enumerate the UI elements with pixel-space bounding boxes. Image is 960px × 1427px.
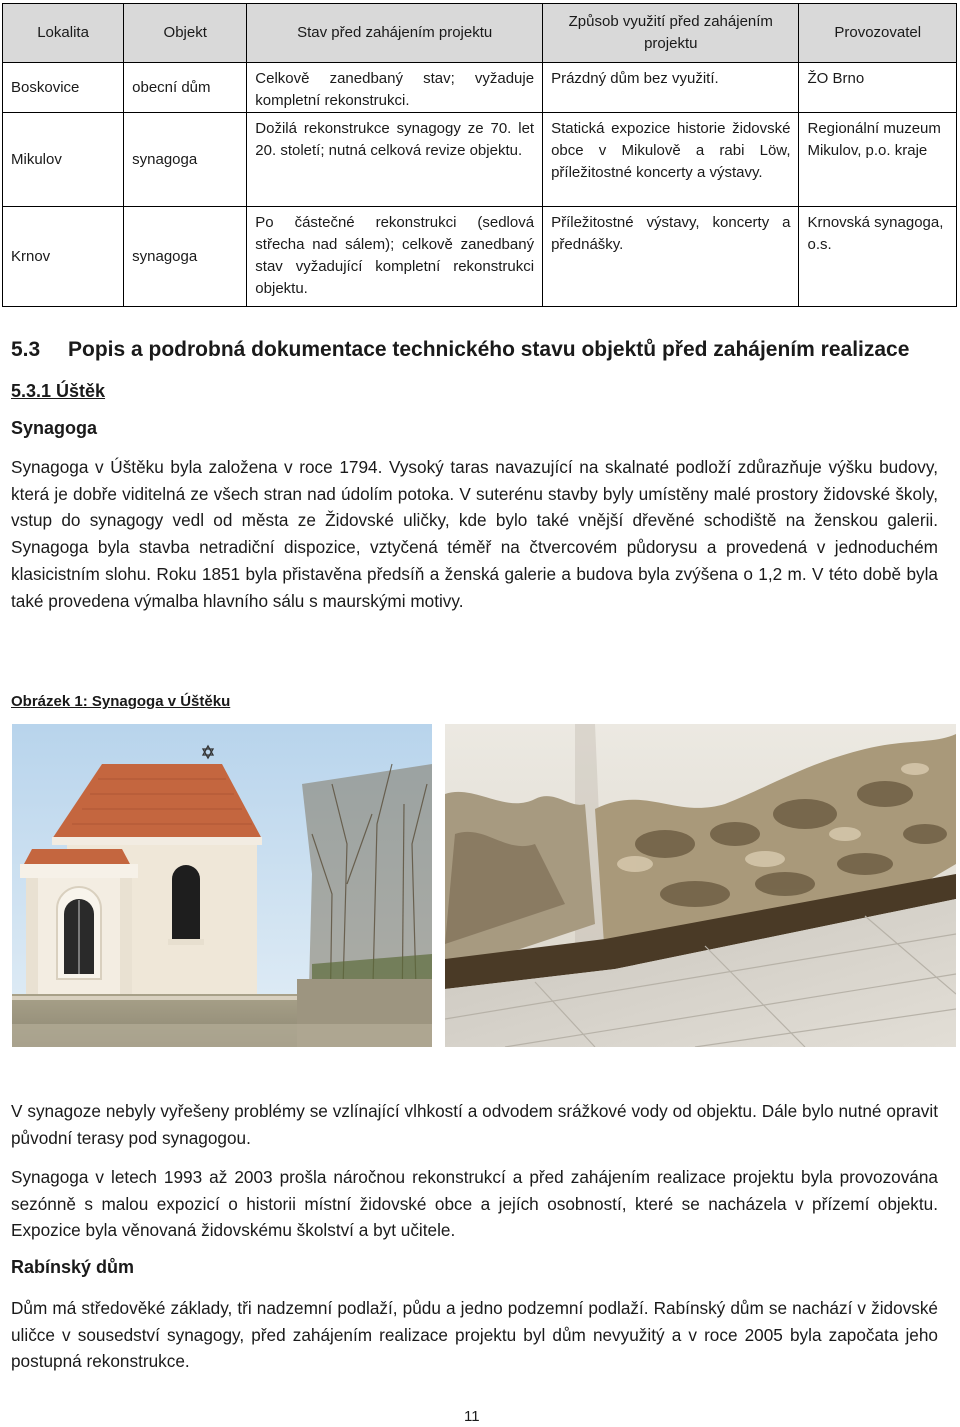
section-title: Popis a podrobná dokumentace technického stavu objektů před zahájením realizace <box>68 338 910 361</box>
paragraph-reconstruction: Synagoga v letech 1993 až 2003 prošla náročnou rekonstrukcí a před zahájením realizace projektu byla provozována sezónně s malou expozicí o historii místní židovské obce a jejích osobností, které se nacházela v přízemí objektu. Expozice byla věnovaná židovskému školství a byt učitele. <box>11 1167 938 1241</box>
figure-caption: Obrázek 1: Synagoga v Úštěku <box>11 693 231 710</box>
cell-vyuziti: Prázdný dům bez využití. <box>543 63 799 113</box>
header-lokalita: Lokalita <box>3 4 124 63</box>
paragraph-rabinsky-dum: Dům má středověké základy, tři nadzemní podlaží, půdu a jedno podzemní podlaží. Rabínský dům se nachází v židovské uličce v sousedství synagogy, před zahájením realizace projektu byl dům nevyužitý a v roce 2005 byla započata jeho postupná rekonstrukce. <box>11 1298 938 1372</box>
paragraph-history: Synagoga v Úštěku byla založena v roce 1794. Vysoký taras navazující na skalnaté podloží zdůrazňuje výšku budovy, která je dobře viditelná ze všech stran nad údolím potoka. V suterénu stavby byly umístěny malé prostory židovské školy, vstup do synagogy vedl od města ze Židovské uličky, kde bylo také vnější dřevěné schodiště na ženskou galerii. Synagoga byla stavba netradiční dispozice, vztyčená téměř na čtvercovém půdorysu a provedená v jednoduchém klasicistním slohu. Roku 1851 byla přistavěna předsíň a ženská galerie a budova byla zvýšena o 1,2 m. V této době byla také provedena výmalba hlavního sálu s maurskými motivy. <box>11 457 938 611</box>
heading-rabinsky-dum: Rabínský dům <box>11 1257 135 1277</box>
cell-objekt: synagoga <box>124 113 247 207</box>
damp-wall-photo <box>445 724 956 1047</box>
cell-stav: Dožilá rekonstrukce synagogy ze 70. let 20. století; nutná celková revize objektu. <box>247 113 543 207</box>
cell-provozovatel: Regionální muzeum Mikulov, p.o. kraje <box>799 113 957 207</box>
cell-objekt: synagoga <box>124 207 247 307</box>
section-number: 5.3 <box>11 338 41 361</box>
overview-table <box>2 3 957 307</box>
cell-provozovatel: ŽO Brno <box>799 63 957 113</box>
cell-lokalita: Krnov <box>3 207 124 307</box>
header-vyuziti: Způsob využití před zahájením projektu <box>543 4 799 63</box>
cell-stav: Po částečné rekonstrukci (sedlová střecha nad sálem); celkově zanedbaný stav vyžadující kompletní rekonstrukci objektu. <box>247 207 543 307</box>
header-objekt: Objekt <box>124 4 247 63</box>
subsection-heading: 5.3.1 Úštěk <box>11 381 106 401</box>
paragraph-moisture: V synagoze nebyly vyřešeny problémy se vzlínající vlhkostí a odvodem srážkové vody od objektu. Dále bylo nutné opravit původní terasy pod synagogou. <box>11 1101 938 1148</box>
cell-objekt: obecní dům <box>124 63 247 113</box>
table-row <box>3 207 957 307</box>
table-row <box>3 63 957 113</box>
cell-vyuziti: Příležitostné výstavy, koncerty a přednášky. <box>543 207 799 307</box>
synagogue-exterior-photo <box>12 724 432 1047</box>
cell-stav: Celkově zanedbaný stav; vyžaduje kompletní rekonstrukci. <box>247 63 543 113</box>
cell-vyuziti: Statická expozice historie židovské obce v Mikulově a rabi Löw, příležitostné koncerty a výstavy. <box>543 113 799 207</box>
header-provozovatel: Provozovatel <box>799 4 957 63</box>
header-stav: Stav před zahájením projektu <box>247 4 543 63</box>
cell-provozovatel: Krnovská synagoga, o.s. <box>799 207 957 307</box>
section-heading <box>11 338 909 362</box>
table-row <box>3 113 957 207</box>
heading-synagoga: Synagoga <box>11 418 98 438</box>
cell-lokalita: Boskovice <box>3 63 124 113</box>
page-number: 11 <box>464 1408 480 1425</box>
table-header-row <box>3 4 957 63</box>
cell-lokalita: Mikulov <box>3 113 124 207</box>
